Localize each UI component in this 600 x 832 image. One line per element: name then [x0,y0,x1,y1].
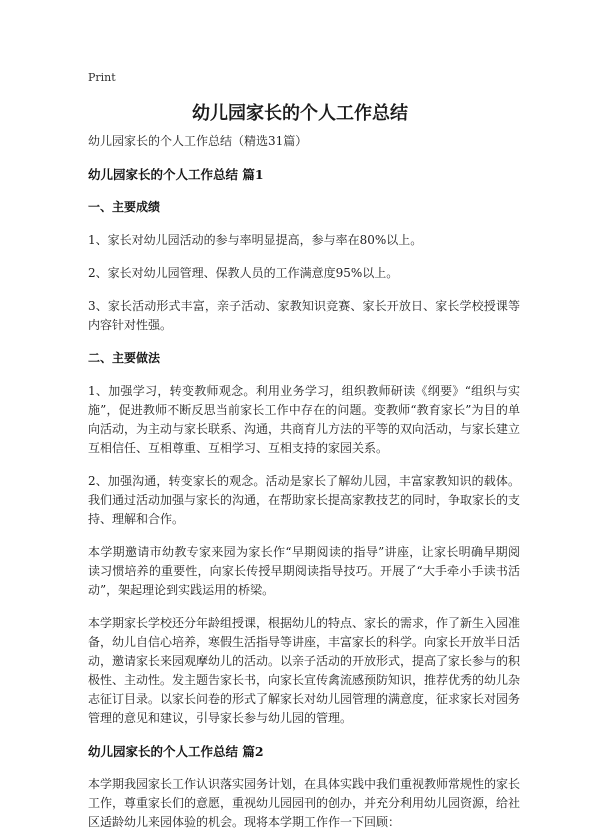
page-title: 幼儿园家长的个人工作总结 [192,103,408,124]
document-body [88,132,520,832]
list-item: 3、家长活动形式丰富，亲子活动、家教知识竞赛、家长开放日、家长学校授课等内容针对性强。 [88,299,520,332]
body-paragraph: 本学期邀请市幼教专家来园为家长作“早期阅读的指导”讲座，让家长明确早期阅读习惯培养的重要性，向家长传授早期阅读指导技巧。开展了“大手牵小手读书活动”，架起理论到实践运用的桥梁。 [88,545,520,597]
list-item: 1、家长对幼儿园活动的参与率明显提高，参与率在80%以上。 [88,233,423,247]
body-paragraph: 本学期家长学校还分年龄组授课，根据幼儿的特点、家长的需求，作了新生入园准备，幼儿自信心培养，寒假生活指导等讲座，丰富家长的科学。向家长开放半日活动，邀请家长来园观摩幼儿的活动。以亲子活动的开放形式，提高了家长参与的积极性、主动性。发主题告家长书，向家长宣传禽流感预防知识，推荐优秀的幼儿杂志征订目录。以家长问卷的形式了解家长对幼儿园管理的满意度，征求家长对园务管理的意见和建议，引导家长参与幼儿园的管理。 [88,616,521,725]
body-paragraph: 1、加强学习，转变教师观念。利用业务学习，组织教师研读《纲要》“组织与实施”，促进教师不断反思当前家长工作中存在的问题。变教师“教育家长”为目的单向活动，为主动与家长联系、沟通，共商育儿方法的平等的双向活动，与家长建立互相信任、互相尊重、互相学习、互相支持的家园关系。 [88,384,521,455]
print-link[interactable]: Print [88,71,116,84]
document-subtitle: 幼儿园家长的个人工作总结（精选31篇） [88,134,308,148]
subheading-achievements: 一、主要成绩 [88,200,161,214]
list-item: 2、家长对幼儿园管理、保教人员的工作满意度95%以上。 [88,266,399,280]
section-heading-2: 幼儿园家长的个人工作总结 篇2 [88,744,264,759]
body-paragraph: 2、加强沟通，转变家长的观念。活动是家长了解幼儿园，丰富家教知识的载体。我们通过活动加强与家长的沟通，在帮助家长提高家教技艺的同时，争取家长的支持、理解和合作。 [88,474,521,526]
subheading-methods: 二、主要做法 [88,351,161,365]
section-heading-1: 幼儿园家长的个人工作总结 篇1 [88,167,264,182]
body-paragraph: 本学期我园家长工作认识落实园务计划，在具体实践中我们重视教师常规性的家长工作，尊重家长们的意愿，重视幼儿园园刊的创办，并充分利用幼儿园资源，给社区适龄幼儿来园体验的机会。现将本学期工作作一下回顾： [88,777,521,829]
